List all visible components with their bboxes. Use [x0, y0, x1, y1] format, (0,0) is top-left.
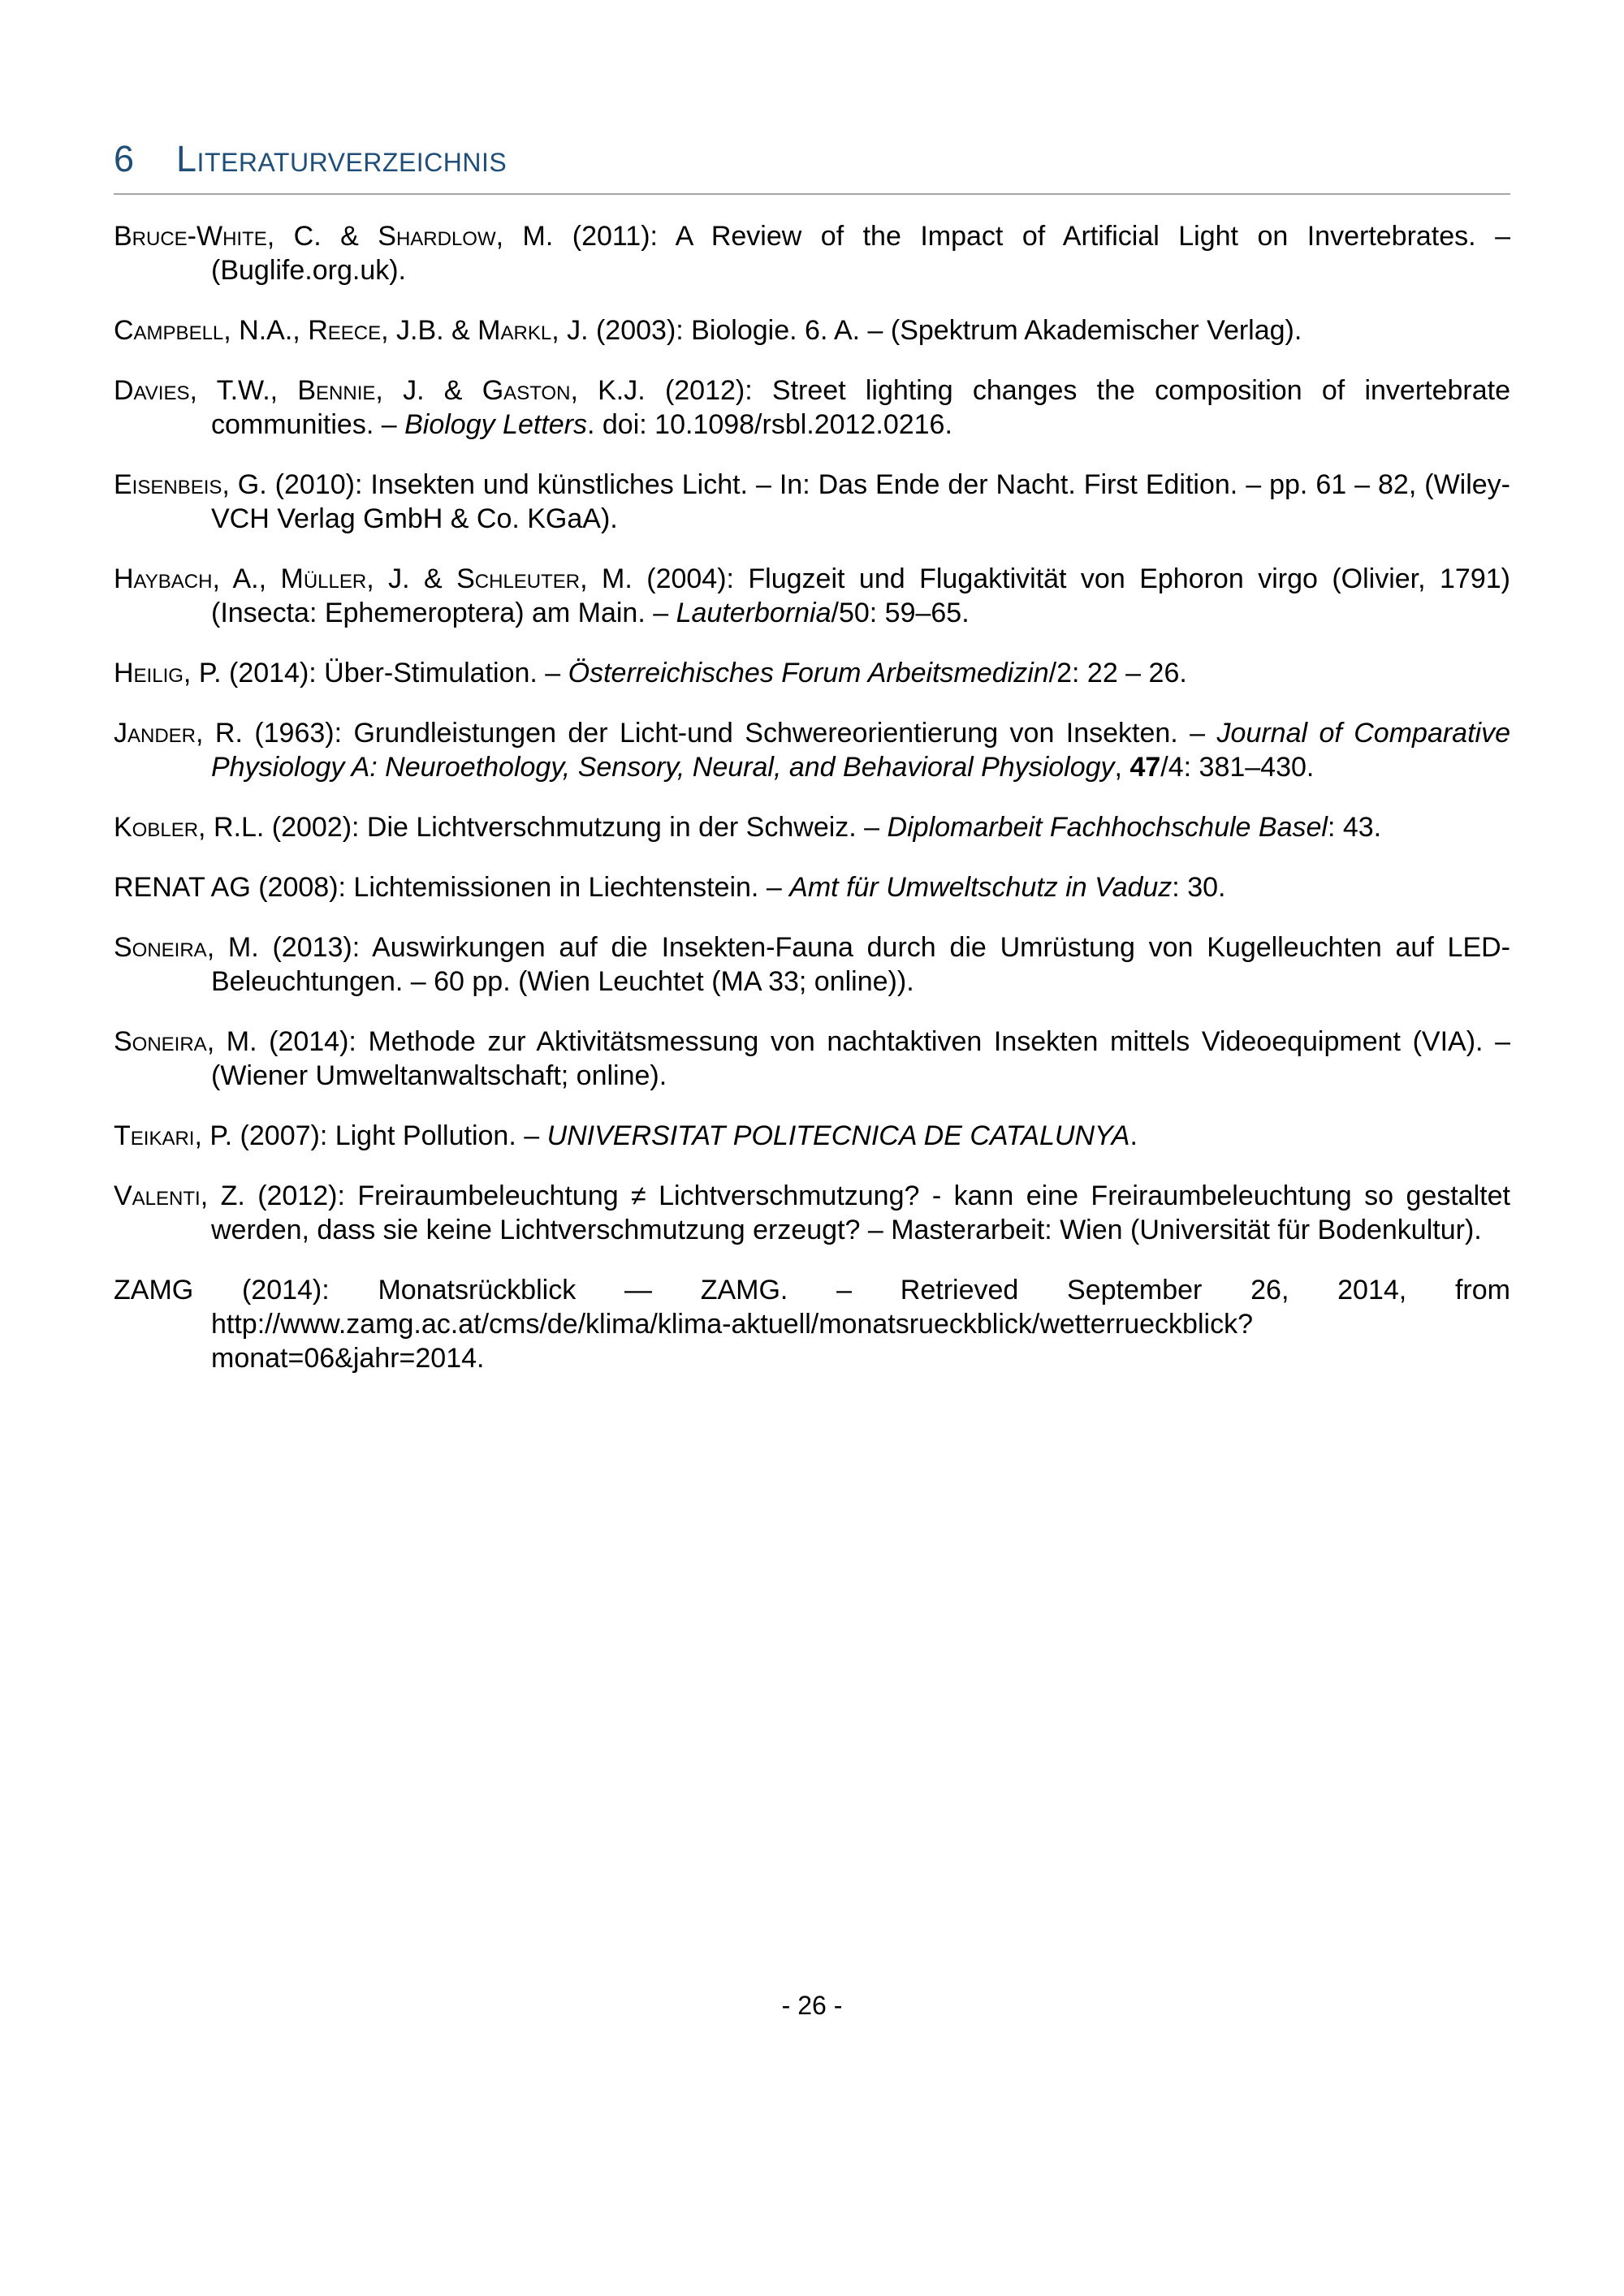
reference-author-name: Soneira: [114, 1025, 207, 1057]
reference-title-italic: Biology Letters: [404, 408, 587, 440]
reference-entry: [114, 313, 1510, 347]
section-number: 6: [114, 138, 135, 179]
reference-text: . doi: 10.1098/rsbl.2012.0216.: [587, 408, 952, 440]
reference-volume-bold: 47: [1129, 751, 1161, 783]
reference-author-name: Müller: [280, 563, 367, 594]
reference-text: , M. (2004): Flugzeit und Flugaktivität von Ephoron virgo (Olivier, 1791)(Insecta: Ephemeroptera) am Main. –: [211, 563, 1510, 628]
reference-entry: [114, 562, 1510, 630]
reference-text: , K.J. (2012): Street lighting changes the composition of invertebrate communities. –: [211, 374, 1510, 440]
reference-entry: [114, 219, 1510, 287]
reference-title-italic: Amt für Umweltschutz in Vaduz: [789, 871, 1173, 903]
reference-text: , M. (2014): Methode zur Aktivitätsmessung von nachtaktiven Insekten mittels Videoequipment (VIA). – (Wiener Umweltanwaltschaft; online).: [206, 1025, 1510, 1091]
reference-title-italic: UNIVERSITAT POLITECNICA DE CATALUNYA: [546, 1120, 1130, 1151]
reference-entry: [114, 1273, 1510, 1375]
reference-author-name: Bruce-White: [114, 220, 267, 252]
reference-text: , C. &: [266, 220, 378, 252]
reference-entry: [114, 468, 1510, 536]
reference-text: , M. (2011): A Review of the Impact of Artificial Light on Invertebrates. – (Buglife.org.uk).: [211, 220, 1510, 286]
reference-text: , G. (2010): Insekten und künstliches Licht. – In: Das Ende der Nacht. First Edition. – pp. 61 – 82, (Wiley-VCH Verlag GmbH & Co. KGaA).: [211, 468, 1510, 534]
page-footer: [0, 1991, 1624, 2021]
reference-entry: [114, 656, 1510, 690]
reference-text: , P. (2014): Über-Stimulation. –: [183, 657, 568, 688]
reference-text: , A.,: [212, 563, 281, 594]
references-list: [114, 219, 1510, 1375]
reference-text: , J.B. &: [381, 314, 478, 346]
reference-text: , J. &: [375, 374, 482, 406]
reference-text: /50: 59–65.: [831, 597, 970, 628]
reference-author-name: Soneira: [114, 931, 207, 963]
reference-author-name: Schleuter: [456, 563, 581, 594]
reference-text: , P. (2007): Light Pollution. –: [194, 1120, 547, 1151]
reference-entry: [114, 810, 1510, 844]
section-heading: [114, 138, 1510, 180]
reference-text: .: [1129, 1120, 1138, 1151]
reference-text: , M. (2013): Auswirkungen auf die Insekten-Fauna durch die Umrüstung von Kugelleuchten auf LED-Beleuchtungen. – 60 pp. (Wien Leuchtet (MA 33; online)).: [206, 931, 1510, 997]
reference-entry: [114, 870, 1510, 904]
reference-author-name: Haybach: [114, 563, 213, 594]
reference-entry: [114, 373, 1510, 442]
reference-author-name: Bennie: [297, 374, 376, 406]
reference-entry: [114, 930, 1510, 999]
reference-text: /2: 22 – 26.: [1048, 657, 1187, 688]
reference-author-name: Reece: [308, 314, 382, 346]
reference-text: /4: 381–430.: [1160, 751, 1315, 783]
reference-author-name: Markl: [477, 314, 552, 346]
reference-author-name: Valenti: [114, 1180, 201, 1211]
reference-entry: [114, 1179, 1510, 1247]
reference-author-name: Heilig: [114, 657, 184, 688]
heading-rule: [114, 193, 1510, 195]
reference-entry: [114, 1025, 1510, 1093]
reference-text: , J. &: [366, 563, 457, 594]
reference-title-italic: Diplomarbeit Fachhochschule Basel: [887, 811, 1328, 843]
reference-text: , J. (2003): Biologie. 6. A. – (Spektrum Akademischer Verlag).: [551, 314, 1302, 346]
page-number: - 26 -: [781, 1991, 843, 2020]
reference-author-name: Teikari: [114, 1120, 195, 1151]
reference-text: , R.L. (2002): Die Lichtverschmutzung in der Schweiz. –: [198, 811, 888, 843]
reference-text: ZAMG (2014): Monatsrückblick — ZAMG. – Retrieved September 26, 2014, from http://www.zamg.ac.at/cms/de/klima/klima-aktuell/monatsrueckblick/wetterrueckblick?monat=06&jahr=2014.: [114, 1274, 1510, 1374]
reference-title-italic: Lauterbornia: [676, 597, 831, 628]
reference-text: : 30.: [1172, 871, 1226, 903]
reference-text: ,: [1114, 751, 1130, 783]
reference-text: : 43.: [1327, 811, 1382, 843]
reference-entry: [114, 1119, 1510, 1153]
reference-author-name: Gaston: [482, 374, 571, 406]
reference-author-name: Shardlow: [378, 220, 496, 252]
reference-author-name: Campbell: [114, 314, 224, 346]
reference-text: RENAT AG (2008): Lichtemissionen in Liechtenstein. –: [114, 871, 790, 903]
section-title: Literaturverzeichnis: [176, 138, 508, 179]
reference-entry: [114, 716, 1510, 784]
reference-author-name: Eisenbeis: [114, 468, 222, 500]
reference-text: , R. (1963): Grundleistungen der Licht-und Schwereorientierung von Insekten. –: [196, 717, 1217, 749]
content-area: [114, 138, 1510, 1401]
reference-author-name: Davies: [114, 374, 190, 406]
reference-text: , N.A.,: [223, 314, 309, 346]
reference-title-italic: Journal of Comparative Physiology A: Neuroethology, Sensory, Neural, and Behavioral Physiology: [211, 717, 1510, 783]
reference-title-italic: Österreichisches Forum Arbeitsmedizin: [568, 657, 1049, 688]
reference-text: , T.W.,: [189, 374, 298, 406]
reference-author-name: Kobler: [114, 811, 199, 843]
reference-author-name: Jander: [114, 717, 197, 749]
reference-text: , Z. (2012): Freiraumbeleuchtung ≠ Lichtverschmutzung? - kann eine Freiraumbeleuchtung so gestaltet werden, dass sie keine Lichtverschmutzung erzeugt? – Masterarbeit: Wien (Universität für Bodenkultur).: [200, 1180, 1510, 1245]
